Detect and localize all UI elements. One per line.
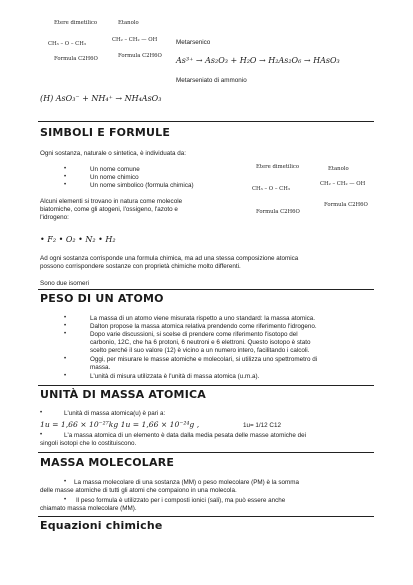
- para-line: L'a massa atomica di un elemento è data dalla media pesata delle masse atomiche dei: [64, 432, 307, 439]
- etanolo-formula: CH₂ – CH₂ — OH: [112, 37, 158, 43]
- etanolo-label: Etanolo: [328, 166, 349, 172]
- bullet-dot: •: [64, 315, 67, 321]
- metarsenico-equation: As³⁺ → As₂O₃ + H₂O → H₂As₂O₆ → HAsO₃: [176, 56, 340, 65]
- metarseniato-label: Metarseniato di ammonio: [176, 77, 247, 84]
- etere-label: Etere dimetilico: [256, 164, 300, 170]
- bullet-dot: •: [40, 432, 43, 438]
- list-item-line: scelto perché il suo valore (12) è vicino a un numero intero, facilitando i calcoli.: [90, 347, 310, 355]
- list-item: [90, 356, 317, 372]
- section1-para2: [40, 255, 380, 271]
- list-item: Un nome comune: [90, 166, 140, 173]
- top-structure-figure: [48, 18, 173, 66]
- section2-rule: [38, 289, 374, 290]
- formula-label-2: Formula C2H6O: [324, 202, 368, 208]
- section5-title: Equazioni chimiche: [40, 519, 163, 532]
- para-line: chiamato massa molecolare (MM).: [40, 505, 137, 513]
- section3-title: UNITÀ DI MASSA ATOMICA: [40, 388, 206, 401]
- section1-intro: Ogni sostanza, naturale o sintetica, è individuata da:: [40, 150, 186, 157]
- section3-rule: [38, 385, 374, 386]
- list-item: [90, 323, 317, 331]
- ammonio-equation: (H) AsO₃⁻ + NH₄⁺ → NH₄AsO₃: [40, 94, 162, 103]
- list-item: Un nome chimico: [90, 174, 139, 181]
- uma-equation: 1u = 1,66 × 10⁻²⁷kg 1u = 1,66 × 10⁻²⁴g ,: [40, 420, 200, 429]
- list-item-line: Dalton propose la massa atomica relativa prendendo come riferimento l'idrogeno.: [90, 323, 317, 330]
- formula-label-1: Formula C2H6O: [54, 56, 98, 62]
- section5-rule: [38, 516, 374, 517]
- para-line: Il peso formula è utilizzato per i composti ionici (sali), ma può essere anche: [76, 497, 286, 504]
- section1-title: SIMBOLI E FORMULE: [40, 126, 171, 139]
- bullet-dot: •: [64, 166, 67, 172]
- list-item-line: massa.: [90, 364, 111, 372]
- etanolo-formula: CH₂ – CH₂ — OH: [320, 181, 366, 187]
- diatomic-equation: • F₂ • O₂ • N₂ • H₂: [40, 235, 116, 244]
- list-item: [90, 373, 259, 381]
- metarsenico-label: Metarsenico: [176, 39, 211, 46]
- bullet-dot: •: [64, 331, 67, 337]
- bullet-dot: •: [64, 182, 67, 188]
- para-line: delle masse atomiche di tutti gli atomi che compaiono in una molecola.: [40, 487, 237, 495]
- etere-label: Etere dimetilico: [54, 20, 98, 26]
- etanolo-label: Etanolo: [118, 20, 139, 26]
- section4-title: MASSA MOLECOLARE: [40, 456, 175, 469]
- bullet-dot: •: [40, 410, 43, 416]
- mm-para1: [40, 479, 380, 495]
- bullet-dot: •: [64, 323, 67, 329]
- list-item: [90, 331, 311, 356]
- formula-label-2: Formula C2H6O: [118, 53, 162, 59]
- para-line: biatomiche, come gli atogeni, l'ossigeno, l'azoto e: [40, 206, 178, 214]
- etere-formula: CH₃ – O – CH₃: [252, 186, 290, 192]
- etere-formula: CH₃ – O – CH₃: [48, 41, 86, 47]
- formula-label-1: Formula C2H6O: [256, 209, 300, 215]
- uma-line2: [40, 432, 380, 448]
- bullet-dot: •: [64, 174, 67, 180]
- mm-para2: [40, 497, 380, 513]
- list-item: [90, 315, 315, 323]
- bullet-dot: •: [64, 479, 67, 485]
- section1-rule: [38, 121, 374, 122]
- uma-equation-tail: 1u= 1/12 C12: [243, 422, 281, 429]
- list-item-line: Oggi, per misurare le masse atomiche e molecolari, si utilizza uno spettrometro di: [90, 356, 318, 363]
- bullet-dot: •: [64, 497, 67, 503]
- list-item: Un nome simbolico (formula chimica): [90, 182, 194, 189]
- isomer-note: Sono due isomeri: [40, 280, 90, 287]
- para-line: La massa molecolare di una sostanza (MM) o peso molecolare (PM) è la somma: [74, 479, 300, 486]
- uma-line1: L'unità di massa atomica(u) è pari a:: [64, 410, 166, 417]
- bullet-dot: •: [64, 373, 67, 379]
- section4-rule: [38, 452, 374, 453]
- para-line: possono corrispondere sostanze con proprietà chimiche molto differenti.: [40, 263, 241, 271]
- list-item-line: Dopo varie discussioni, si scelse di prendere come riferimento l'isotopo del: [90, 331, 298, 338]
- side-structure-figure: [250, 162, 375, 222]
- para-line: singoli isotopi che lo costituiscono.: [40, 440, 137, 448]
- list-item-line: carbonio, 12C, che ha 6 protoni, 6 neutroni e 6 elettroni. Questo isotopo è stato: [90, 339, 311, 347]
- section1-para1: [40, 198, 240, 223]
- para-line: l'idrogeno:: [40, 214, 69, 222]
- list-item-line: La massa di un atomo viene misurata rispetto a uno standard: la massa atomica.: [90, 315, 316, 322]
- bullet-dot: •: [64, 356, 67, 362]
- para-line: Ad ogni sostanza corrisponde una formula chimica, ma ad una stessa composizione atomica: [40, 255, 299, 262]
- section2-title: PESO DI UN ATOMO: [40, 292, 164, 305]
- list-item-line: L'unità di misura utilizzata è l'unità di massa atomica (u.m.a).: [90, 373, 260, 380]
- para-line: Alcuni elementi si trovano in natura come molecole: [40, 198, 183, 205]
